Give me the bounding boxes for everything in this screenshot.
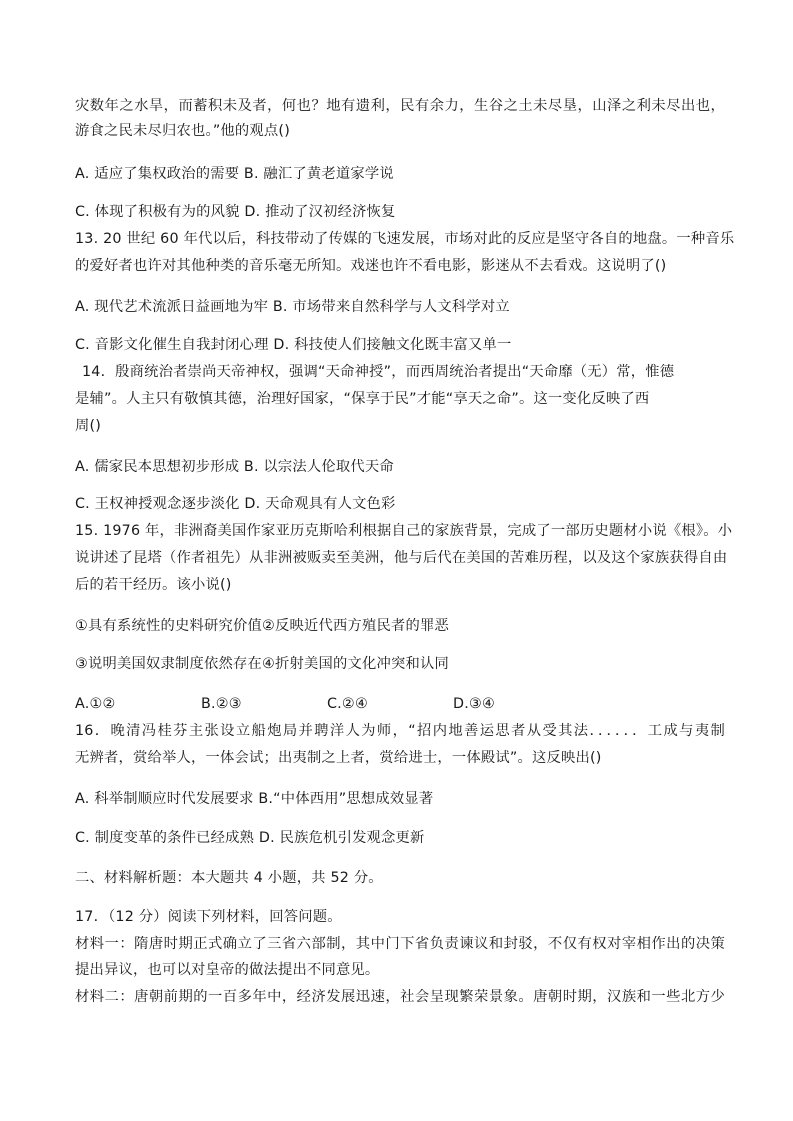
option-line-q12-ab: A. 适应了集权政治的需要 B. 融汇了黄老道家学说 [75, 166, 394, 182]
option-line-q14-ab: A. 儒家民本思想初步形成 B. 以宗法人伦取代天命 [75, 459, 394, 475]
statement-line: ③说明美国奴隶制度依然存在④折射美国的文化冲突和认同 [75, 656, 449, 672]
option-c: C.②④ [327, 696, 368, 712]
question-13: 13. 20 世纪 60 年代以后，科技带动了传媒的飞速发展，市场对此的反应是坚守各自的地盘。一种音乐 [75, 231, 735, 247]
question-15: 15. 1976 年，非洲裔美国作家亚历克斯哈利根据自己的家族背景，完成了一部历史题材小说《根》。小 [75, 523, 733, 539]
section-heading: 二、材料解析题：本大题共 4 小题，共 52 分。 [75, 870, 383, 886]
text-line: 无辨者，赏给举人，一体会试；出夷制之上者，赏给进士，一体殿试”。这反映出() [75, 750, 602, 766]
text-line: 的爱好者也许对其他种类的音乐毫无所知。戏迷也许不看电影，影迷从不去看戏。这说明了() [75, 258, 667, 274]
option-line-q13-ab: A. 现代艺术流派日益画地为牢 B. 市场带来自然科学与人文科学对立 [75, 299, 510, 315]
text-line: 后的若干经历。该小说() [75, 577, 232, 593]
text-line: 灾数年之水旱，而蓄积未及者，何也？地有遗利，民有余力，生谷之土未尽垦，山泽之利未尽出也， [75, 98, 725, 114]
text-line: 说讲述了昆塔（作者祖先）从非洲被贩卖至美洲，他与后代在美国的苦难历程，以及这个家族获得自由 [75, 550, 728, 566]
material-line: 材料一：隋唐时期正式确立了三省六部制，其中门下省负责谏议和封驳，不仅有权对宰相作出的决策 [75, 936, 725, 952]
option-d: D.③④ [453, 696, 495, 712]
material-line: 提出异议，也可以对皇帝的做法提出不同意见。 [75, 962, 380, 978]
option-line-q16-cd: C. 制度变革的条件已经成熟 D. 民族危机引发观念更新 [75, 830, 425, 846]
option-line-q12-cd: C. 体现了积极有为的风貌 D. 推动了汉初经济恢复 [75, 204, 396, 220]
option-line-q13-cd: C. 音影文化催生自我封闭心理 D. 科技使人们接触文化既丰富又单一 [75, 337, 512, 353]
option-line-q16-ab: A. 科举制顺应时代发展要求 B.“中体西用”思想成效显著 [75, 791, 434, 807]
text-line: 游食之民未尽归农也。”他的观点() [75, 123, 290, 139]
option-line-q15 [75, 694, 725, 714]
option-a: A.①② [75, 696, 116, 712]
material-line: 材料二：唐朝前期的一百多年中，经济发展迅速，社会呈现繁荣景象。唐朝时期，汉族和一些北方少 [75, 989, 725, 1005]
statement-line: ①具有系统性的史料研究价值②反映近代西方殖民者的罪恶 [75, 618, 449, 634]
option-line-q14-cd: C. 王权神授观念逐步淡化 D. 天命观具有人文色彩 [75, 496, 396, 512]
text-line: 周() [75, 418, 102, 434]
text-line: 是辅”。人主只有敬慎其德，治理好国家，“保享于民”才能“享天之命”。这一变化反映了西 [75, 391, 650, 407]
question-14: 14．殷商统治者崇尚天帝神权，强调“天命神授”，而西周统治者提出“天命靡（无）常，惟德 [82, 364, 675, 380]
option-b: B.②③ [201, 696, 242, 712]
question-17: 17．（12 分）阅读下列材料，回答问题。 [75, 909, 342, 925]
question-16: 16．晚清冯桂芬主张设立船炮局并聘洋人为师，“招内地善运思者从受其法．．．．．．工成与夷制 [75, 723, 725, 739]
